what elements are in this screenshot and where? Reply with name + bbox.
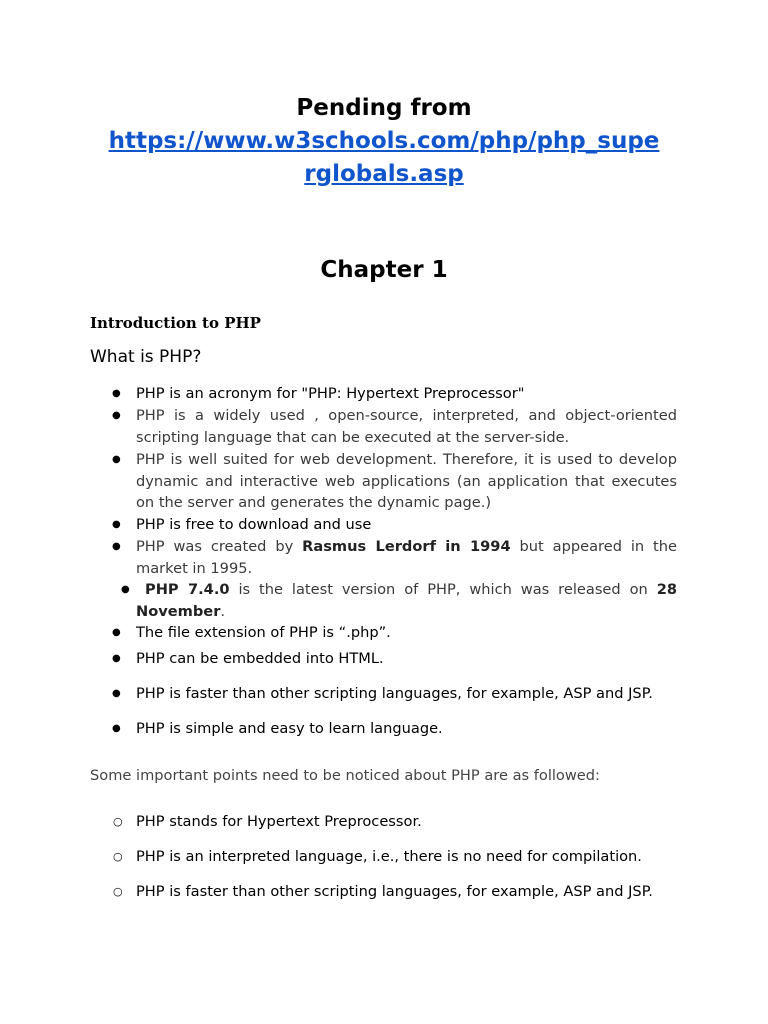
sub-list-item: ○ PHP stands for Hypertext Preprocessor. (136, 811, 696, 833)
sub-list-item: ○ PHP is faster than other scripting languages, for example, ASP and JSP. (136, 881, 696, 903)
source-link-part2[interactable]: rglobals.asp (304, 161, 464, 187)
chapter-heading: Chapter 1 (320, 257, 448, 283)
list-item-bold: PHP 7.4.0 (145, 581, 230, 598)
subheading: What is PHP? (90, 347, 202, 367)
list-item-text: is the latest version of PHP, which was released on (229, 581, 657, 598)
page-title (90, 92, 678, 191)
list-item-text: . (220, 602, 226, 620)
list-item: ● PHP is well suited for web development. Therefore, it is used to develop dynamic and interactive web applications (an application that executes on the server and generates the dynamic page.) (136, 449, 677, 514)
list-item: ● The file extension of PHP is “.php”. (136, 622, 677, 644)
list-item: ● PHP is simple and easy to learn language. (136, 718, 677, 740)
title-text: Pending from (296, 95, 472, 121)
sub-list-item: ○ PHP is an interpreted language, i.e., there is no need for compilation. (136, 846, 696, 868)
list-item-bold: Rasmus Lerdorf in 1994 (302, 538, 511, 555)
list-item (136, 536, 677, 579)
list-item (136, 579, 677, 622)
paragraph: Some important points need to be noticed about PHP are as followed: (90, 767, 600, 784)
list-item: ● PHP is an acronym for "PHP: Hypertext Preprocessor" (136, 383, 677, 405)
section-heading: Introduction to PHP (90, 314, 261, 332)
list-item: ● PHP is faster than other scripting languages, for example, ASP and JSP. (136, 683, 677, 705)
source-link-part1[interactable]: https://www.w3schools.com/php/php_supe (108, 128, 660, 154)
list-item-bold: 28 November (136, 581, 677, 620)
source-link[interactable] (90, 125, 678, 191)
list-item: ● PHP is free to download and use (136, 514, 677, 536)
list-item: ● PHP is a widely used , open-source, interpreted, and object-oriented scripting language that can be executed at the server-side. (136, 405, 677, 448)
list-item-text: PHP was created by (136, 538, 303, 555)
list-item-text: but appeared in the market in 1995. (136, 538, 678, 577)
list-item: ● PHP can be embedded into HTML. (136, 648, 677, 670)
